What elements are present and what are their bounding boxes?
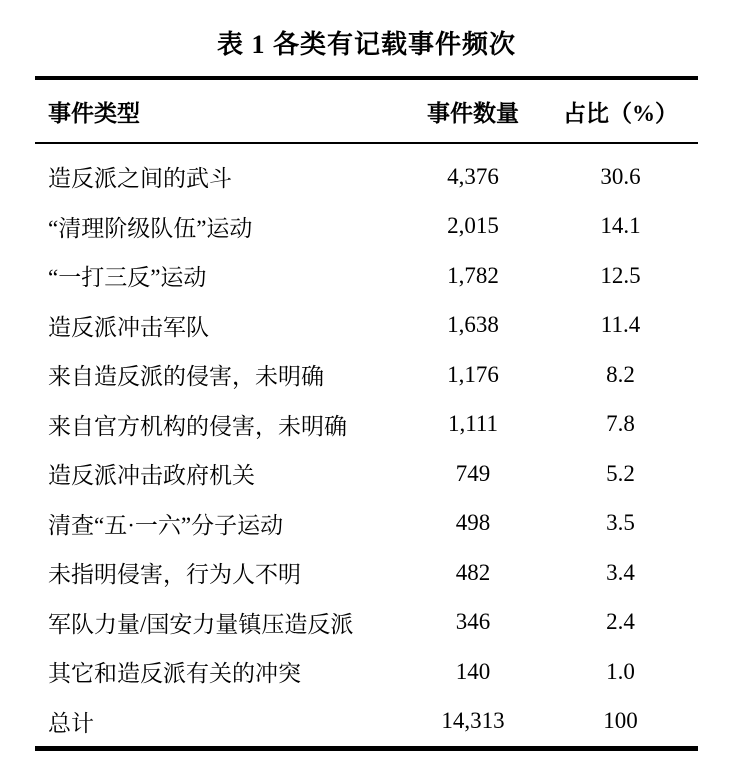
percent-cell: 1.0 xyxy=(606,658,635,684)
percent-cell: 8.2 xyxy=(606,361,635,387)
event-count-cell: 498 xyxy=(455,510,491,536)
frequency-table xyxy=(35,0,698,751)
event-count-cell: 749 xyxy=(455,460,491,486)
percent-cell: 11.4 xyxy=(600,312,641,338)
table-row xyxy=(35,350,698,400)
event-count-cell: 1,111 xyxy=(447,411,499,437)
percent-cell: 7.8 xyxy=(606,411,635,437)
table-row xyxy=(35,400,698,450)
table-row xyxy=(35,251,698,301)
event-type-cell: “一打三反”运动 xyxy=(48,265,207,291)
table-row xyxy=(35,202,698,252)
percent-cell: 12.5 xyxy=(600,262,641,288)
event-count-cell: 482 xyxy=(455,559,491,585)
event-type-cell: 造反派冲击军队 xyxy=(48,314,209,340)
event-type-cell: 未指明侵害，行为人不明 xyxy=(48,562,301,588)
table-row xyxy=(35,152,698,202)
event-type-cell: 造反派之间的武斗 xyxy=(48,166,232,192)
table-row xyxy=(35,548,698,598)
percent-cell: 3.5 xyxy=(606,510,635,536)
table-header-row xyxy=(35,80,698,142)
event-type-cell: 来自官方机构的侵害，未明确 xyxy=(48,413,347,439)
event-count-cell: 1,638 xyxy=(447,312,499,338)
event-type-cell: “清理阶级队伍”运动 xyxy=(48,215,253,241)
table-row xyxy=(35,598,698,648)
percent-cell: 30.6 xyxy=(600,163,641,189)
event-count-cell: 346 xyxy=(455,609,491,635)
table-row xyxy=(35,449,698,499)
event-type-cell: 军队力量/国安力量镇压造反派 xyxy=(48,611,354,637)
percent-cell: 5.2 xyxy=(606,460,635,486)
table-row-total xyxy=(35,697,698,747)
event-count-cell: 2,015 xyxy=(447,213,499,239)
bottom-rule xyxy=(35,746,698,751)
percent-cell: 3.4 xyxy=(606,559,635,585)
header-event-type: 事件类型 xyxy=(48,100,140,126)
event-count-cell: 1,782 xyxy=(447,262,499,288)
event-type-cell: 造反派冲击政府机关 xyxy=(48,463,255,489)
table-row xyxy=(35,647,698,697)
percent-cell: 100 xyxy=(603,708,638,734)
event-count-cell: 1,176 xyxy=(447,361,499,387)
header-percent: 占比（%） xyxy=(563,100,678,126)
event-type-cell: 总计 xyxy=(48,710,94,736)
table-row xyxy=(35,301,698,351)
header-event-count: 事件数量 xyxy=(427,100,519,126)
event-count-cell: 4,376 xyxy=(447,163,499,189)
event-type-cell: 清查“五·一六”分子运动 xyxy=(48,512,284,538)
event-type-cell: 其它和造反派有关的冲突 xyxy=(48,661,301,687)
event-type-cell: 来自造反派的侵害，未明确 xyxy=(48,364,324,390)
table-row xyxy=(35,499,698,549)
percent-cell: 2.4 xyxy=(606,609,635,635)
event-count-cell: 14,313 xyxy=(441,708,505,734)
event-count-cell: 140 xyxy=(455,658,491,684)
percent-cell: 14.1 xyxy=(600,213,641,239)
table-title: 表 1 各类有记载事件频次 xyxy=(216,30,516,59)
table-body xyxy=(35,144,698,746)
